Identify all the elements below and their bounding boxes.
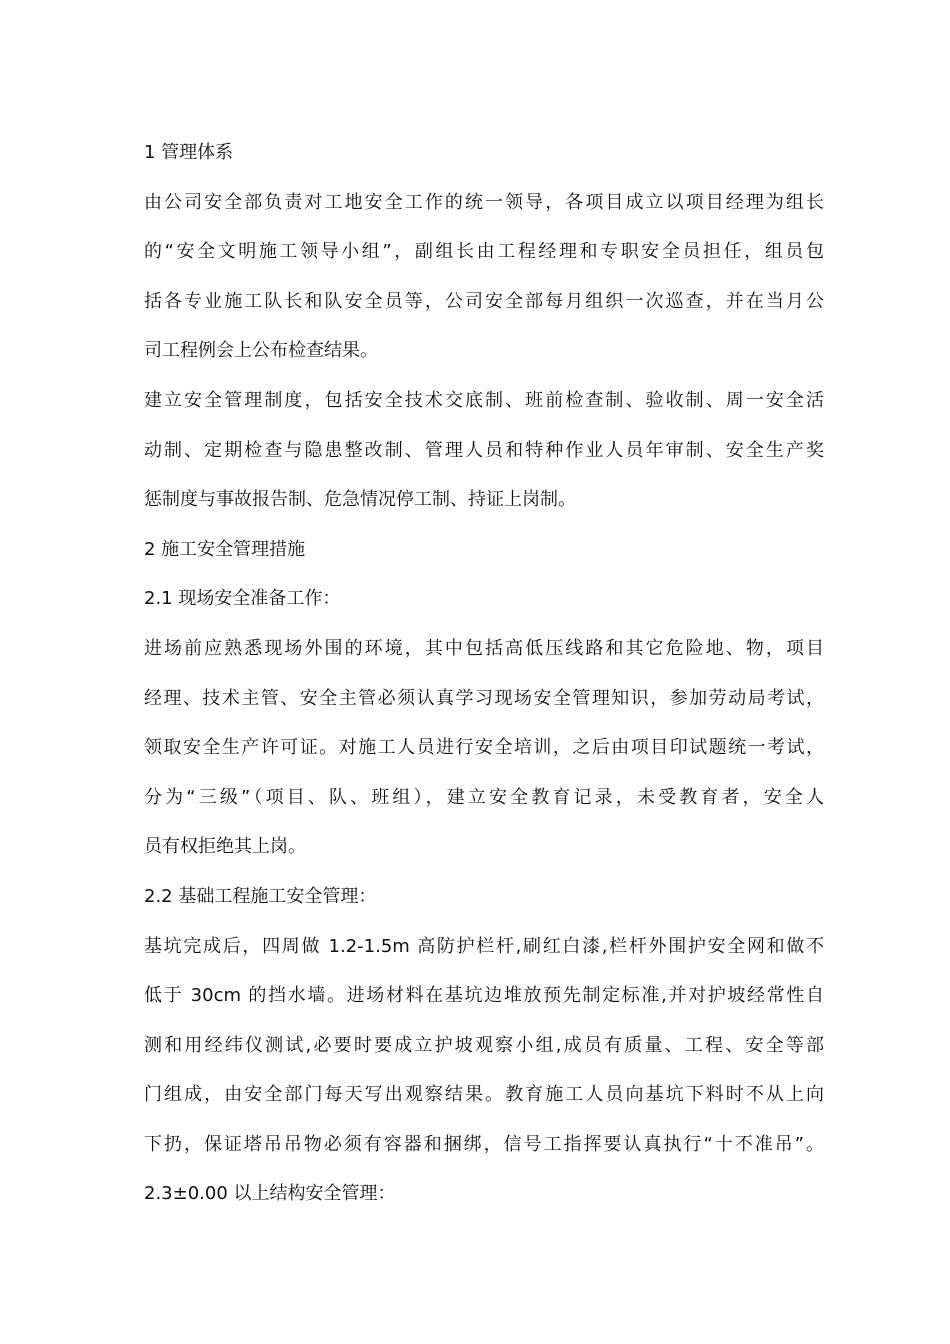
paragraph-line: 惩制度与事故报告制、危急情况停工制、持证上岗制。 [144,489,576,511]
paragraph-line: 建立安全管理制度，包括安全技术交底制、班前检查制、验收制、周一安全活 [144,389,824,411]
paragraph-line: 员有权拒绝其上岗。 [144,836,306,858]
paragraph-line: 领取安全生产许可证。对施工人员进行安全培训，之后由项目印试题统一考试， [144,737,824,759]
paragraph-line: 动制、定期检查与隐患整改制、管理人员和特种作业人员年审制、安全生产奖 [144,439,824,461]
paragraph-line: 进场前应熟悉现场外围的环境，其中包括高低压线路和其它危险地、物，项目 [144,637,824,659]
paragraph-line: 由公司安全部负责对工地安全工作的统一领导，各项目成立以项目经理为组长 [144,191,824,213]
paragraph-line: 括各专业施工队长和队安全员等，公司安全部每月组织一次巡查，并在当月公 [144,290,824,312]
paragraph-line: 分为“三级”（项目、队、班组），建立安全教育记录，未受教育者，安全人 [144,786,824,808]
paragraph-line: 下扔，保证塔吊吊物必须有容器和捆绑，信号工指挥要认真执行“十不准吊”。 [144,1133,824,1155]
paragraph-line: 经理、技术主管、安全主管必须认真学习现场安全管理知识，参加劳动局考试， [144,687,824,709]
subsection-heading-2-1: 2.1 现场安全准备工作： [144,588,341,610]
paragraph-line: 司工程例会上公布检查结果。 [144,340,378,362]
paragraph-line: 的“安全文明施工领导小组”，副组长由工程经理和专职安全员担任，组员包 [144,241,824,263]
subsection-heading-2-3: 2.3±0.00 以上结构安全管理： [144,1183,396,1205]
paragraph-line: 基坑完成后，四周做 1.2-1.5m 高防护栏杆,刷红白漆,栏杆外围护安全网和做不 [144,935,824,957]
section-heading-1: 1 管理体系 [144,142,234,163]
paragraph-line: 低于 30cm 的挡水墙。进场材料在基坑边堆放预先制定标准,并对护坡经常性自 [144,985,824,1007]
subsection-heading-2-2: 2.2 基础工程施工安全管理： [144,885,377,907]
paragraph-line: 门组成，由安全部门每天写出观察结果。教育施工人员向基坑下料时不从上向 [144,1084,824,1106]
paragraph-line: 测和用经纬仪测试,必要时要成立护坡观察小组,成员有质量、工程、安全等部 [144,1034,824,1056]
document-body [144,128,824,1219]
section-heading-2: 2 施工安全管理措施 [144,538,306,560]
